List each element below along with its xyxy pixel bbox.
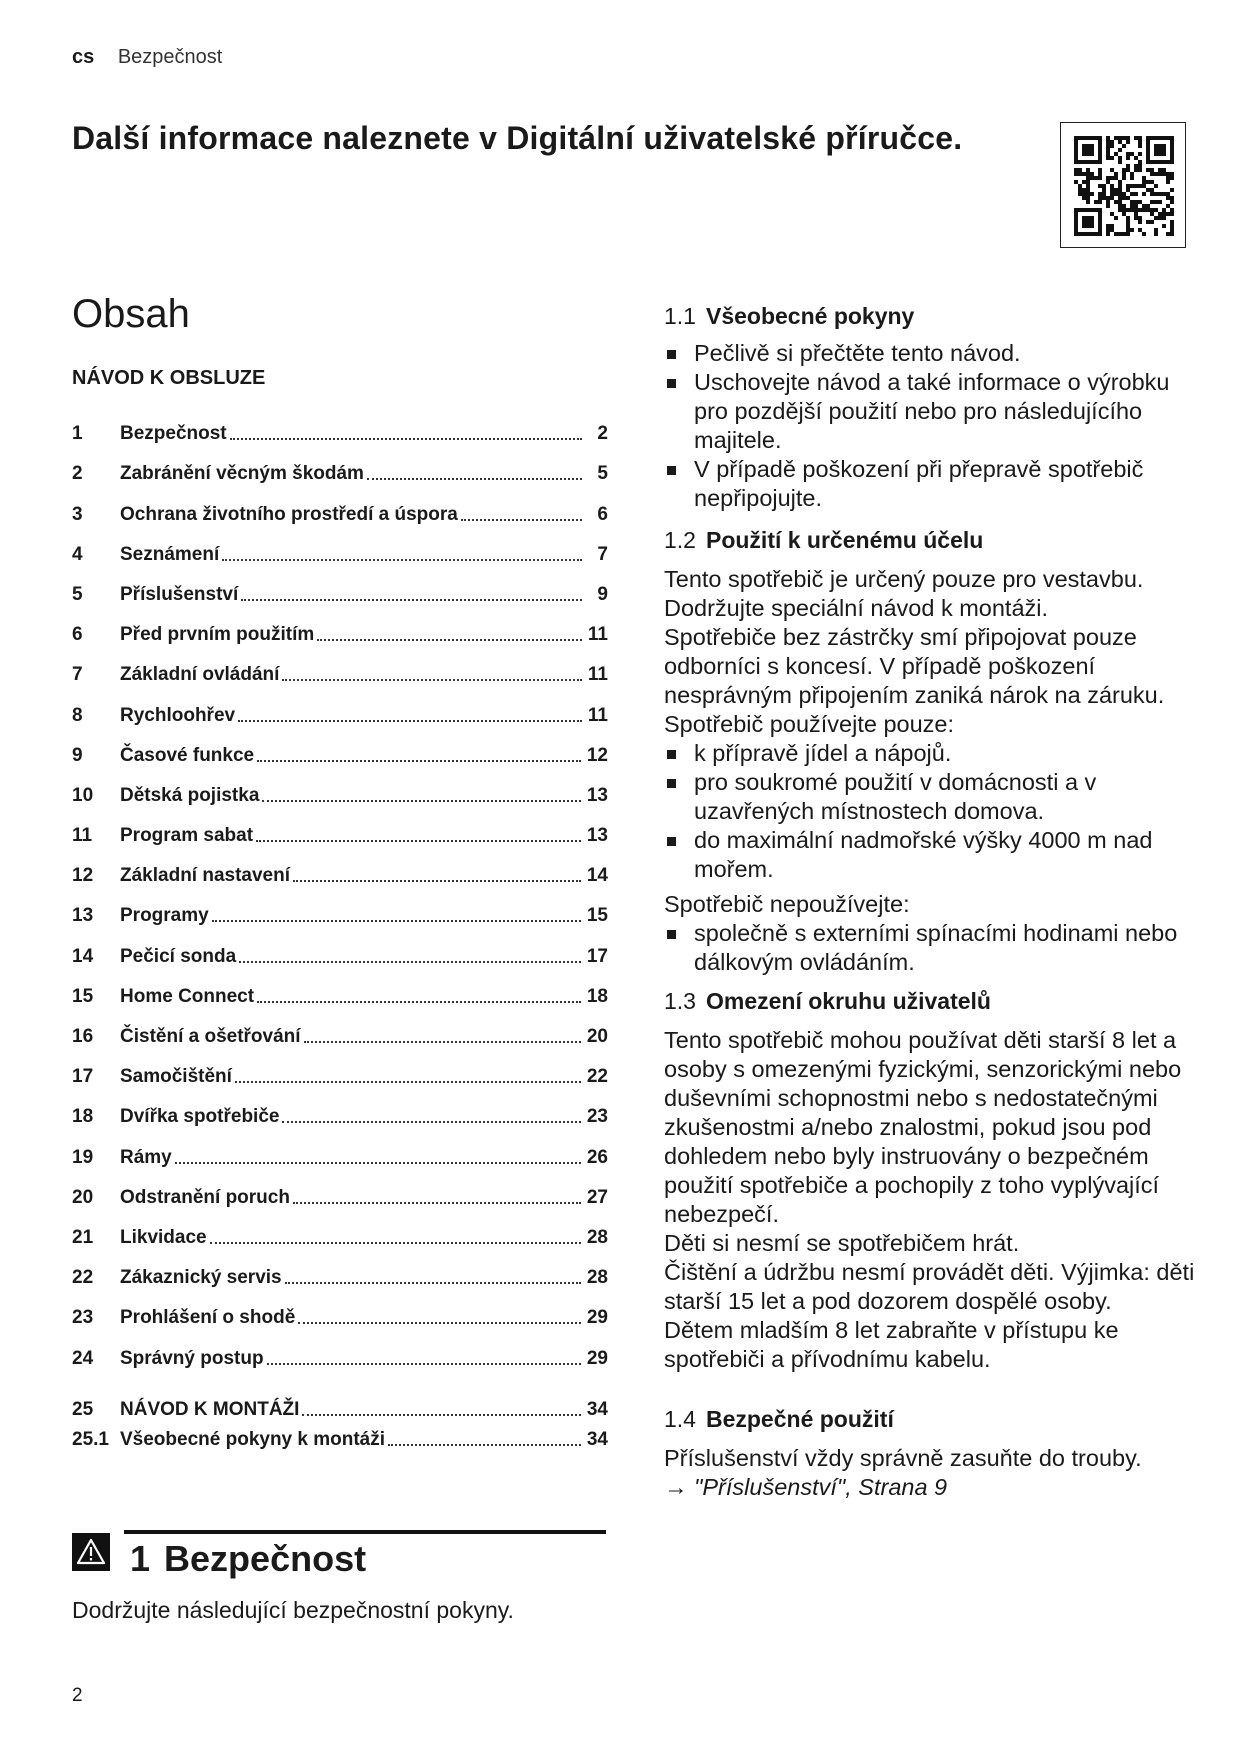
list-item: společně s externími spínacími hodinami nebo dálkovým ovládáním. bbox=[664, 919, 1204, 977]
toc-entry-number: 19 bbox=[72, 1146, 94, 1168]
toc-entry-page: 9 bbox=[597, 583, 608, 605]
toc-entry-page: 5 bbox=[597, 463, 608, 485]
paragraph: Příslušenství vždy správně zasuňte do trouby. bbox=[664, 1445, 1142, 1471]
toc-entry-title: Program sabat bbox=[120, 825, 254, 847]
toc-entry-page: 14 bbox=[586, 865, 608, 887]
toc-entry-number: 2 bbox=[72, 463, 83, 485]
toc-leader-dots bbox=[210, 1242, 581, 1244]
paragraph: Tento spotřebič mohou používat děti starší 8 let a osoby s omezenými fyzickými, senzorickými nebo duševními schopnostmi nebo s nedostatečnými zkušenostmi a/nebo znalostmi, pokud jsou pod dohledem nebo byly instruovány o bezpečném použití spotřebiče a pochopily z toho vyplývající nebezpečí. bbox=[664, 1027, 1182, 1227]
toc-entry-page: 17 bbox=[586, 945, 608, 967]
toc-leader-dots bbox=[257, 760, 581, 762]
toc-entry-number: 21 bbox=[72, 1226, 94, 1248]
toc-title: Obsah bbox=[72, 292, 190, 336]
toc-entry-page: 2 bbox=[597, 423, 608, 445]
toc-entry-title: Programy bbox=[120, 905, 209, 927]
toc-entry[interactable] bbox=[72, 968, 608, 1008]
subsection-1-3 bbox=[664, 987, 1204, 1374]
toc-entry[interactable] bbox=[72, 1169, 608, 1209]
toc-entry-page: 34 bbox=[586, 1429, 608, 1450]
toc-entry-number: 7 bbox=[72, 664, 83, 686]
toc-entry[interactable] bbox=[72, 1128, 608, 1168]
toc-entry-title: Časové funkce bbox=[120, 744, 255, 766]
toc-leader-dots bbox=[257, 1001, 581, 1003]
arrow-icon: → bbox=[664, 1474, 688, 1500]
headline: Další informace naleznete v Digitální uživatelské příručce. bbox=[72, 120, 963, 156]
toc-entry-title: Zákaznický servis bbox=[120, 1267, 282, 1289]
toc-entry[interactable] bbox=[72, 887, 608, 927]
section-rule bbox=[124, 1530, 606, 1534]
toc-entry-number: 18 bbox=[72, 1106, 94, 1128]
section-title bbox=[130, 1538, 366, 1580]
toc-entry[interactable] bbox=[72, 1209, 608, 1249]
toc-entry-page: 20 bbox=[586, 1026, 608, 1047]
toc-entry-title: Zabránění věcným škodám bbox=[120, 463, 364, 485]
toc-entry-title: Základní nastavení bbox=[120, 865, 291, 887]
list-item: k přípravě jídel a nápojů. bbox=[664, 739, 1204, 768]
toc-entry-number: 20 bbox=[72, 1186, 94, 1208]
toc-leader-dots bbox=[282, 679, 581, 681]
list-item: pro soukromé použití v domácnosti a v uzavřených místnostech domova. bbox=[664, 768, 1204, 826]
toc-entry[interactable] bbox=[72, 1329, 608, 1369]
toc-entry[interactable] bbox=[72, 1390, 608, 1421]
toc-entry-page: 18 bbox=[586, 985, 608, 1007]
toc-entry[interactable] bbox=[72, 807, 608, 847]
toc-entry-number: 22 bbox=[72, 1267, 94, 1289]
toc-entry-title: Před prvním použitím bbox=[120, 624, 315, 646]
toc-entry-title: Odstranění poruch bbox=[120, 1186, 290, 1208]
list-item: Pečlivě si přečtěte tento návod. bbox=[664, 339, 1204, 368]
toc-entry[interactable] bbox=[72, 646, 608, 686]
toc-entry-title: Ochrana životního prostředí a úspora bbox=[120, 503, 458, 525]
toc-entry-page: 29 bbox=[586, 1307, 608, 1329]
cross-reference-link[interactable]: "Příslušenství", Strana 9 bbox=[694, 1474, 948, 1500]
toc-entry[interactable] bbox=[72, 606, 608, 646]
toc-entry-number: 11 bbox=[72, 825, 93, 847]
toc-entry[interactable] bbox=[72, 485, 608, 525]
toc-leader-dots bbox=[293, 880, 581, 882]
subsection-heading bbox=[664, 987, 1204, 1016]
toc-leader-dots bbox=[304, 1041, 581, 1043]
toc-leader-dots bbox=[235, 1081, 581, 1083]
toc-leader-dots bbox=[175, 1162, 581, 1164]
toc-entry-number: 6 bbox=[72, 624, 83, 646]
toc-entry-title: Správný postup bbox=[120, 1347, 264, 1369]
toc-leader-dots bbox=[212, 920, 581, 922]
toc-entry-title: Home Connect bbox=[120, 985, 255, 1007]
warning-icon bbox=[72, 1533, 110, 1571]
toc-entry-number: 8 bbox=[72, 704, 83, 726]
toc-leader-dots bbox=[388, 1444, 581, 1446]
toc-entry-page: 11 bbox=[587, 624, 608, 646]
toc-entry-number: 16 bbox=[72, 1026, 94, 1047]
toc-entry-number: 10 bbox=[72, 784, 94, 806]
toc-entry[interactable] bbox=[72, 927, 608, 967]
toc-leader-dots bbox=[317, 639, 582, 641]
toc-entry-page: 28 bbox=[586, 1267, 608, 1289]
cross-reference[interactable] bbox=[664, 1473, 1204, 1502]
toc-leader-dots bbox=[241, 599, 582, 601]
toc-entry-number: 12 bbox=[72, 865, 94, 887]
toc-leader-dots bbox=[298, 1322, 581, 1324]
paragraph: Děti si nesmí se spotřebičem hrát. bbox=[664, 1230, 1020, 1256]
toc-entry-page: 15 bbox=[586, 905, 608, 927]
toc-leader-dots bbox=[302, 1414, 580, 1416]
toc-entry-page: 27 bbox=[586, 1186, 608, 1208]
toc-entry-title: Seznámení bbox=[120, 543, 220, 565]
subsection-number: 1.2 bbox=[664, 527, 696, 553]
toc-entry[interactable] bbox=[72, 1088, 608, 1128]
toc-entry-page: 11 bbox=[587, 704, 608, 726]
subsection-heading bbox=[664, 1405, 1204, 1434]
toc-entry-title: Příslušenství bbox=[120, 583, 239, 605]
toc-entry-title: Dvířka spotřebiče bbox=[120, 1106, 280, 1128]
subsection-1-1 bbox=[664, 302, 1204, 513]
paragraph: Dětem mladším 8 let zabraňte v přístupu ke spotřebiči a přívodnímu kabelu. bbox=[664, 1317, 1119, 1372]
toc-entry[interactable] bbox=[72, 1421, 608, 1452]
language-code: cs bbox=[72, 46, 95, 68]
toc-entry-number: 5 bbox=[72, 583, 83, 605]
toc-entry[interactable] bbox=[72, 767, 608, 807]
toc-leader-dots bbox=[230, 438, 582, 440]
toc-entry-page: 28 bbox=[586, 1226, 608, 1248]
toc-entry-page: 26 bbox=[586, 1146, 608, 1168]
toc-entry[interactable] bbox=[72, 1008, 608, 1048]
toc-leader-dots bbox=[262, 800, 580, 802]
toc-entry-title: Rychloohřev bbox=[120, 704, 236, 726]
toc-entry[interactable] bbox=[72, 1289, 608, 1329]
toc-leader-dots bbox=[256, 840, 581, 842]
list-item: Uschovejte návod a také informace o výrobku pro pozdější použití nebo pro následujícího majitele. bbox=[664, 368, 1204, 455]
toc-entry-number: 14 bbox=[72, 945, 94, 967]
toc-entry-page: 29 bbox=[586, 1347, 608, 1369]
subsection-heading bbox=[664, 526, 1204, 555]
toc-entry-page: 13 bbox=[586, 825, 608, 847]
toc-entry[interactable] bbox=[72, 566, 608, 606]
toc-entry-number: 24 bbox=[72, 1347, 94, 1369]
toc-leader-dots bbox=[267, 1363, 581, 1365]
toc-entry-number: 23 bbox=[72, 1307, 94, 1329]
header-section: Bezpečnost bbox=[117, 46, 223, 68]
paragraph: Čištění a údržbu nesmí provádět děti. Výjimka: děti starší 15 let a pod dozorem dospělé osoby. bbox=[664, 1259, 1195, 1314]
toc-leader-dots bbox=[367, 478, 582, 480]
toc-leader-dots bbox=[461, 519, 582, 521]
toc-entry[interactable] bbox=[72, 1048, 608, 1088]
subsection-title: Omezení okruhu uživatelů bbox=[705, 988, 991, 1014]
toc-entry-number: 17 bbox=[72, 1066, 94, 1088]
toc-entry-page: 6 bbox=[597, 503, 608, 525]
toc-entry[interactable] bbox=[72, 686, 608, 726]
toc-entry-page: 22 bbox=[586, 1066, 608, 1088]
toc-entry-page: 12 bbox=[586, 744, 608, 766]
subsection-heading bbox=[664, 302, 1204, 331]
qr-code-icon bbox=[1074, 136, 1174, 236]
toc-leader-dots bbox=[282, 1121, 580, 1123]
paragraph: Spotřebič používejte pouze: bbox=[664, 711, 955, 737]
toc-subtitle: NÁVOD K OBSLUZE bbox=[72, 367, 266, 389]
page-header bbox=[72, 46, 222, 69]
toc-entry-title: Základní ovládání bbox=[120, 664, 280, 686]
toc-entry-title: Čistění a ošetřování bbox=[120, 1026, 301, 1047]
toc-entry-title: Pečicí sonda bbox=[120, 945, 237, 967]
toc-entry-title: Samočištění bbox=[120, 1066, 232, 1088]
toc-entry-title: NÁVOD K MONTÁŽI bbox=[120, 1398, 300, 1420]
toc-entry-number: 25.1 bbox=[72, 1429, 109, 1450]
toc-entry-number: 25 bbox=[72, 1398, 94, 1420]
toc-entry-number: 9 bbox=[72, 744, 83, 766]
toc-leader-dots bbox=[239, 961, 581, 963]
toc-entry[interactable] bbox=[72, 526, 608, 566]
toc-entry[interactable] bbox=[72, 727, 608, 767]
toc-entry[interactable] bbox=[72, 1249, 608, 1289]
toc-entry-title: Všeobecné pokyny k montáži bbox=[120, 1429, 386, 1450]
toc-entry-page: 13 bbox=[586, 784, 608, 806]
subsection-number: 1.4 bbox=[664, 1406, 696, 1432]
toc-entry-title: Rámy bbox=[120, 1146, 172, 1168]
subsection-title: Všeobecné pokyny bbox=[705, 303, 915, 329]
list-item: do maximální nadmořské výšky 4000 m nad mořem. bbox=[664, 826, 1204, 884]
toc-entry-page: 11 bbox=[587, 664, 608, 686]
subsection-1-4 bbox=[664, 1405, 1204, 1502]
paragraph: Spotřebič nepoužívejte: bbox=[664, 891, 910, 917]
toc-leader-dots bbox=[285, 1282, 581, 1284]
paragraph: Tento spotřebič je určený pouze pro vestavbu. Dodržujte speciální návod k montáži. bbox=[664, 566, 1144, 621]
toc-entry-number: 1 bbox=[72, 423, 83, 445]
toc-leader-dots bbox=[238, 720, 582, 722]
toc-entry[interactable] bbox=[72, 847, 608, 887]
bullet-list bbox=[664, 339, 1204, 513]
paragraph: Spotřebiče bez zástrčky smí připojovat pouze odborníci s koncesí. V případě poškození nesprávným připojením zaniká nárok na záruku. bbox=[664, 624, 1165, 708]
page-number: 2 bbox=[72, 1685, 83, 1706]
toc-entry[interactable] bbox=[72, 445, 608, 485]
subsection-title: Použití k určenému účelu bbox=[705, 527, 984, 553]
toc-leader-dots bbox=[222, 559, 582, 561]
toc-entry-page: 23 bbox=[586, 1106, 608, 1128]
bullet-list bbox=[664, 739, 1204, 884]
subsection-number: 1.3 bbox=[664, 988, 696, 1014]
toc-entry-title: Bezpečnost bbox=[120, 423, 227, 445]
qr-code[interactable] bbox=[1060, 122, 1186, 248]
toc-entry-number: 4 bbox=[72, 543, 83, 565]
toc-entry-title: Dětská pojistka bbox=[120, 784, 260, 806]
toc-install-list bbox=[72, 1390, 608, 1451]
list-item: V případě poškození při přepravě spotřebič nepřipojujte. bbox=[664, 455, 1204, 513]
toc-entry-number: 13 bbox=[72, 905, 94, 927]
section-number: 1 bbox=[130, 1538, 151, 1579]
toc-entry[interactable] bbox=[72, 405, 608, 445]
toc-entry-number: 3 bbox=[72, 503, 83, 525]
subsection-number: 1.1 bbox=[664, 303, 696, 329]
subsection-1-2 bbox=[664, 526, 1204, 977]
toc-entry-number: 15 bbox=[72, 985, 94, 1007]
toc-list bbox=[72, 405, 608, 1370]
toc-entry-title: Likvidace bbox=[120, 1226, 207, 1248]
subsection-title: Bezpečné použití bbox=[705, 1406, 894, 1432]
toc-entry-page: 34 bbox=[586, 1398, 608, 1420]
section-title-text: Bezpečnost bbox=[164, 1538, 367, 1579]
toc-leader-dots bbox=[293, 1202, 581, 1204]
bullet-list bbox=[664, 919, 1204, 977]
toc-entry-title: Prohlášení o shodě bbox=[120, 1307, 296, 1329]
section-lead: Dodržujte následující bezpečnostní pokyny. bbox=[72, 1597, 514, 1623]
toc-entry-page: 7 bbox=[597, 543, 608, 565]
